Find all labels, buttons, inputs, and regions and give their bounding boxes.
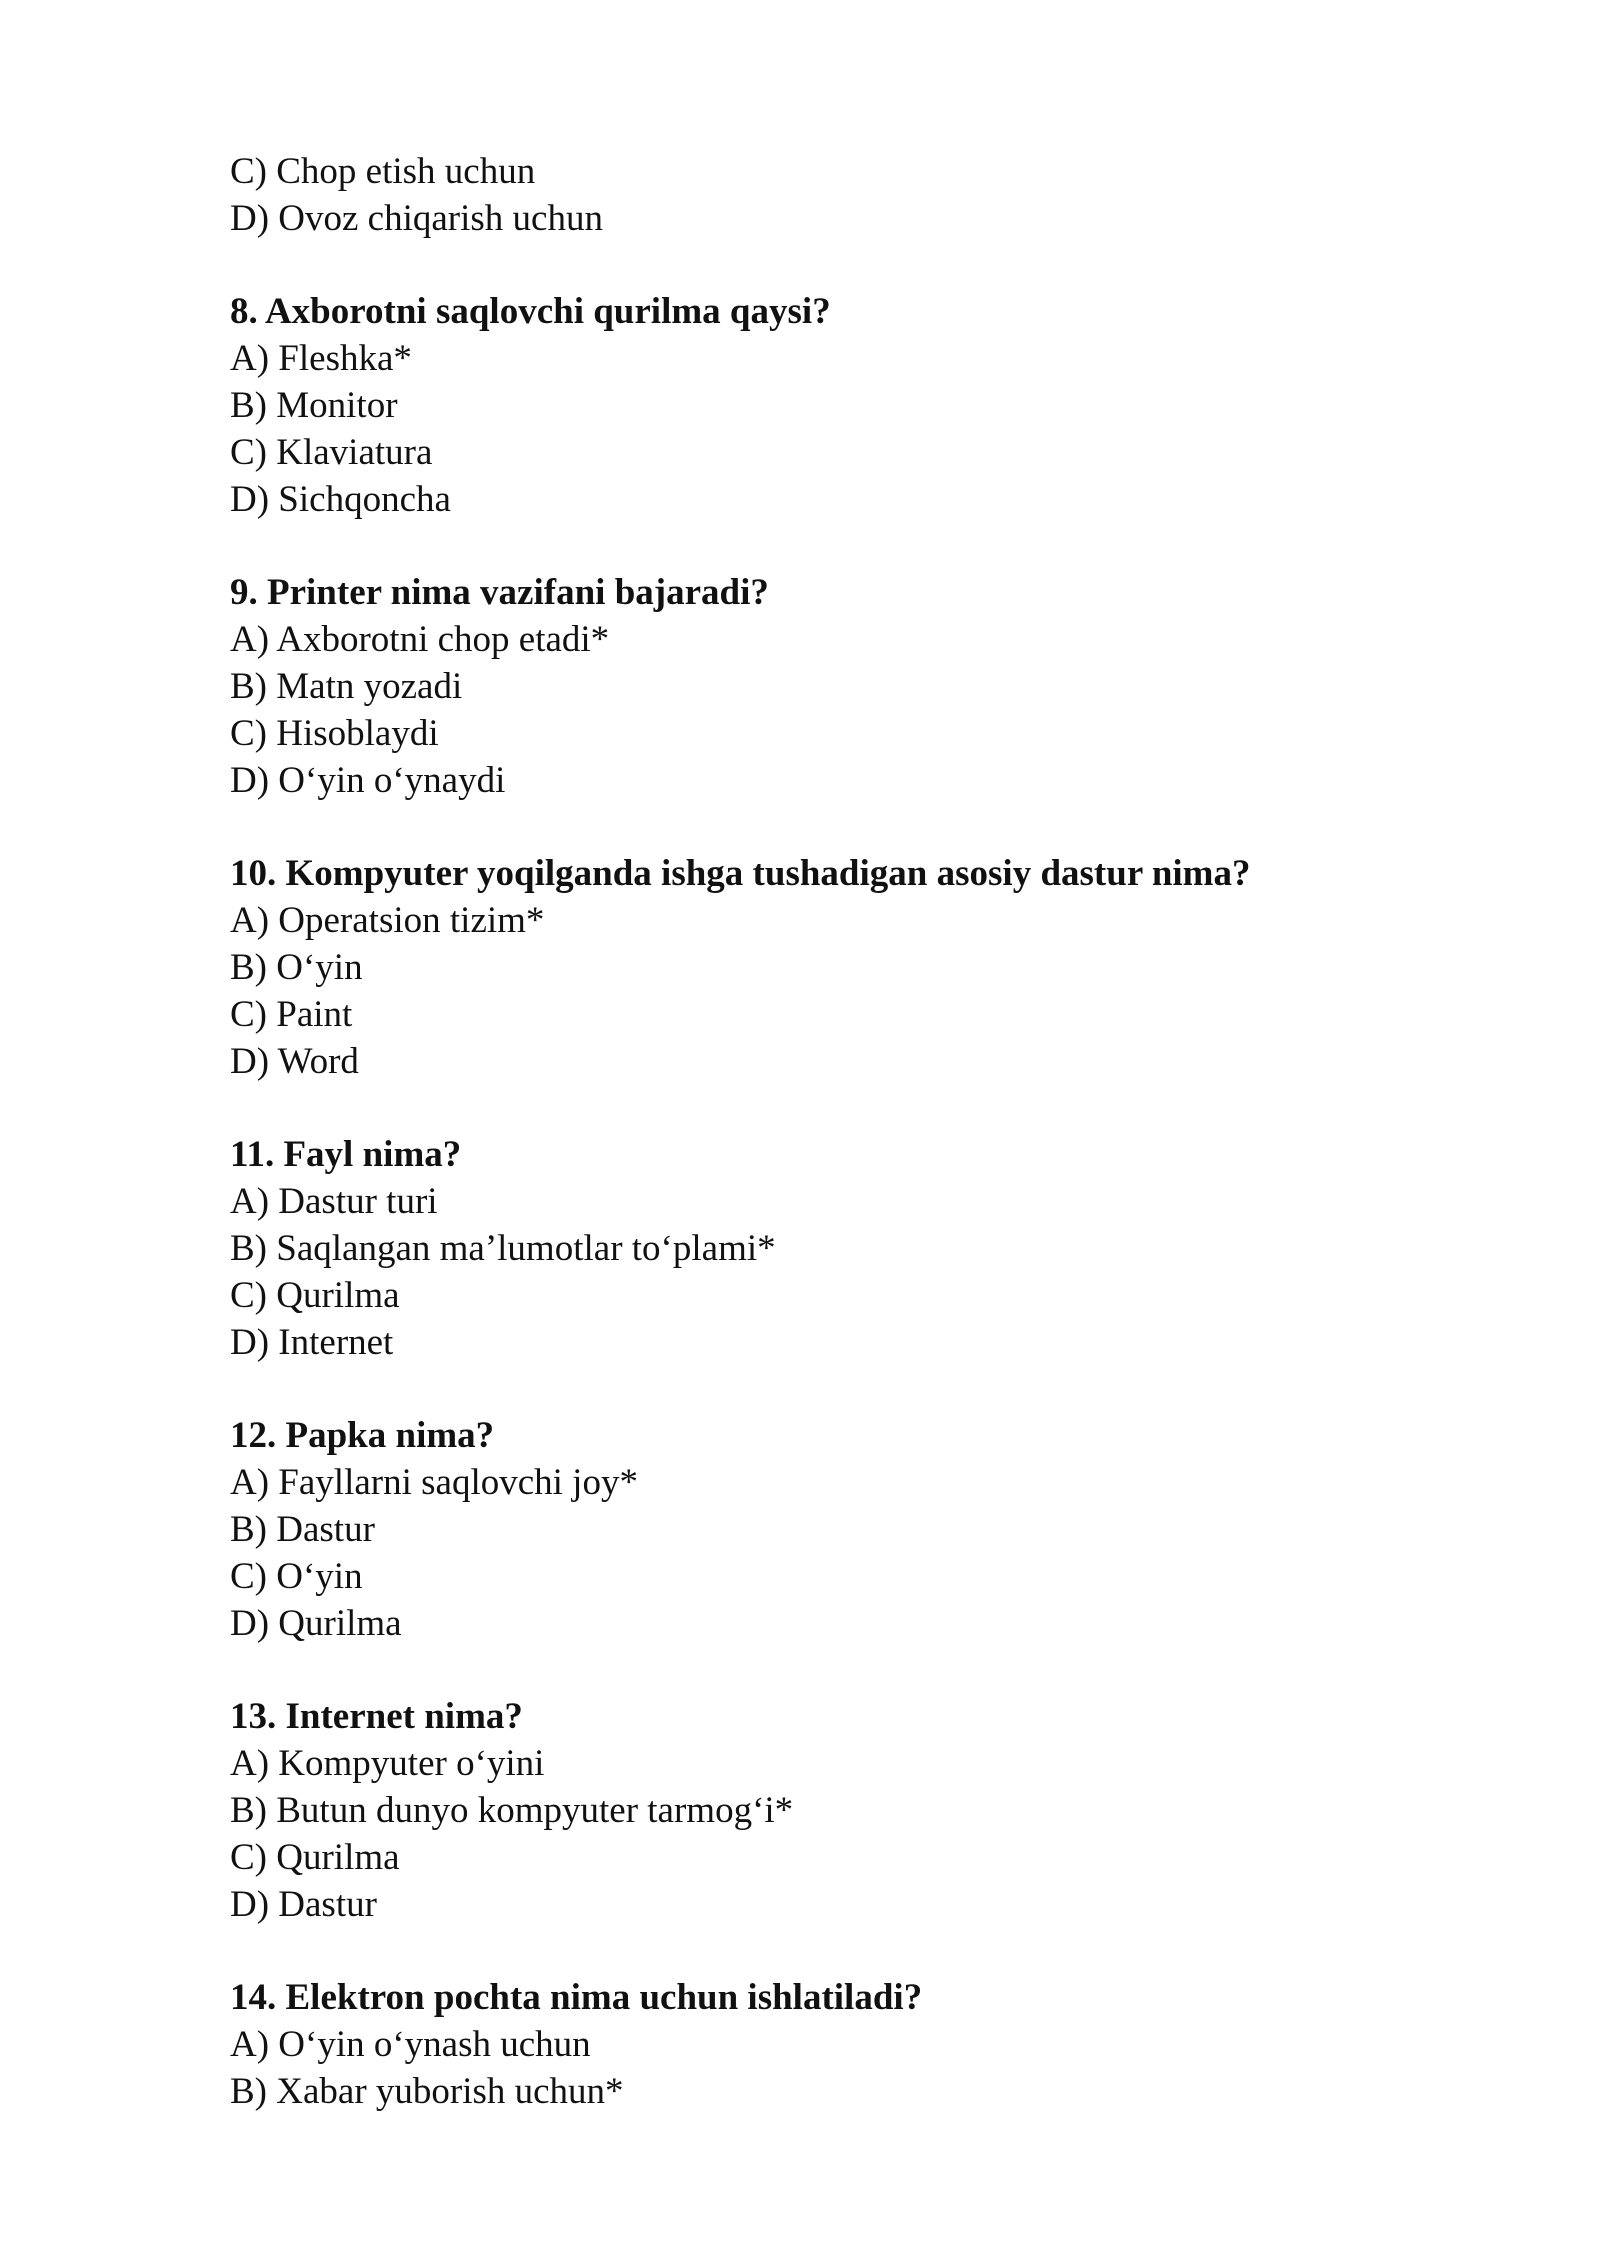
option: D) Sichqoncha — [230, 479, 451, 520]
option: B) Xabar yuborish uchun* — [230, 2071, 624, 2112]
option: C) Paint — [230, 994, 353, 1035]
option: D) Dastur — [230, 1884, 377, 1925]
question-11 — [230, 1131, 1430, 1366]
option: B) Butun dunyo kompyuter tarmog‘i* — [230, 1790, 794, 1831]
question-12 — [230, 1412, 1430, 1647]
option: B) Dastur — [230, 1509, 375, 1550]
option: B) Monitor — [230, 385, 398, 426]
option: D) Word — [230, 1041, 359, 1082]
option: D) Qurilma — [230, 1603, 402, 1644]
question-9 — [230, 569, 1430, 804]
option: C) O‘yin — [230, 1556, 363, 1597]
option: D) O‘yin o‘ynaydi — [230, 760, 506, 801]
option: D) Ovoz chiqarish uchun — [230, 198, 603, 239]
question-text: 13. Internet nima? — [230, 1696, 523, 1737]
question-8 — [230, 288, 1430, 523]
option: A) Axborotni chop etadi* — [230, 619, 610, 660]
option: A) O‘yin o‘ynash uchun — [230, 2024, 591, 2065]
option: C) Klaviatura — [230, 432, 433, 473]
option: C) Qurilma — [230, 1837, 400, 1878]
question-text: 8. Axborotni saqlovchi qurilma qaysi? — [230, 291, 831, 332]
option: A) Kompyuter o‘yini — [230, 1743, 545, 1784]
question-10 — [230, 850, 1430, 1085]
option: C) Qurilma — [230, 1275, 400, 1316]
option: B) Matn yozadi — [230, 666, 463, 707]
option: C) Hisoblaydi — [230, 713, 439, 754]
question-text: 9. Printer nima vazifani bajaradi? — [230, 572, 769, 613]
question-13 — [230, 1693, 1430, 1928]
question-text: 14. Elektron pochta nima uchun ishlatiladi? — [230, 1977, 923, 2018]
question-text: 10. Kompyuter yoqilganda ishga tushadigan asosiy dastur nima? — [230, 853, 1251, 894]
option: A) Operatsion tizim* — [230, 900, 545, 941]
option: C) Chop etish uchun — [230, 151, 536, 192]
continued-options — [230, 148, 1430, 242]
question-text: 12. Papka nima? — [230, 1415, 495, 1456]
question-text: 11. Fayl nima? — [230, 1134, 462, 1175]
quiz-content — [230, 148, 1430, 2115]
option: B) Saqlangan ma’lumotlar to‘plami* — [230, 1228, 776, 1269]
option: A) Fleshka* — [230, 338, 412, 379]
option: A) Fayllarni saqlovchi joy* — [230, 1462, 638, 1503]
option: A) Dastur turi — [230, 1181, 438, 1222]
option: D) Internet — [230, 1322, 394, 1363]
question-14 — [230, 1974, 1430, 2115]
option: B) O‘yin — [230, 947, 363, 988]
